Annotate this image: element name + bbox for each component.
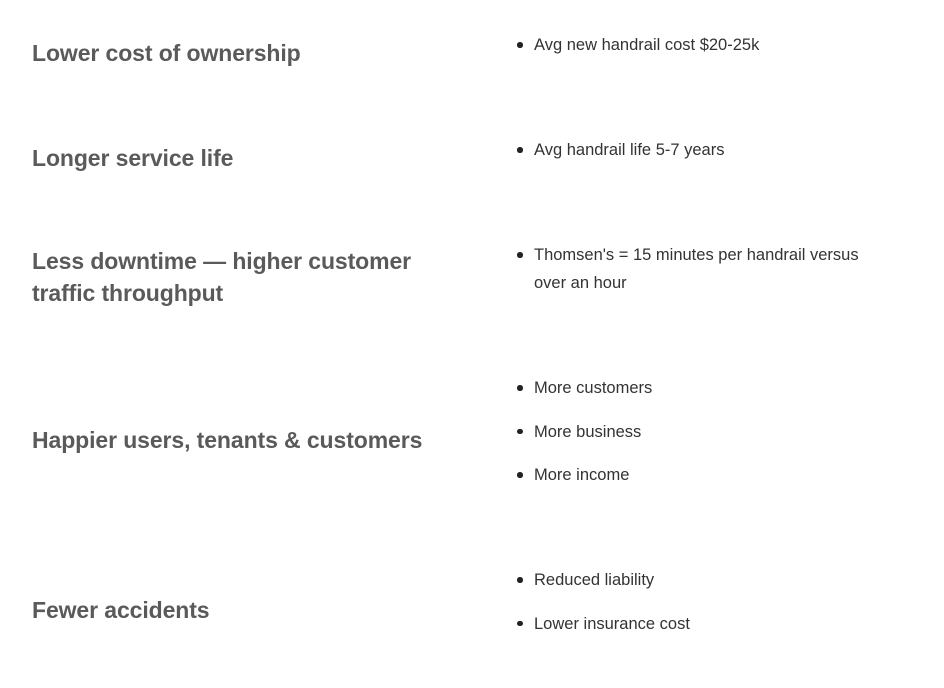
benefit-point: Reduced liability [534,566,914,594]
benefit-points-downtime [534,241,894,297]
benefit-point: More income [534,461,914,489]
benefit-point: More customers [534,374,914,402]
benefit-heading-service-life: Longer service life [32,145,234,171]
benefit-heading-cost: Lower cost of ownership [32,40,301,66]
benefit-point: Avg handrail life 5-7 years [534,136,914,164]
benefit-point: Thomsen's = 15 minutes per handrail versus over an hour [534,241,894,297]
benefit-point: More business [534,418,914,446]
benefit-point: Lower insurance cost [534,610,914,638]
benefit-points-accidents [534,566,914,638]
benefit-heading-downtime: Less downtime — higher customer traffic throughput [32,248,412,306]
benefit-points-service-life [534,136,914,164]
benefit-heading-happier-users: Happier users, tenants & customers [32,427,423,453]
benefit-point: Avg new handrail cost $20-25k [534,31,914,59]
benefit-heading-accidents: Fewer accidents [32,597,210,623]
benefit-points-cost [534,31,914,59]
benefit-points-happier-users [534,374,914,489]
